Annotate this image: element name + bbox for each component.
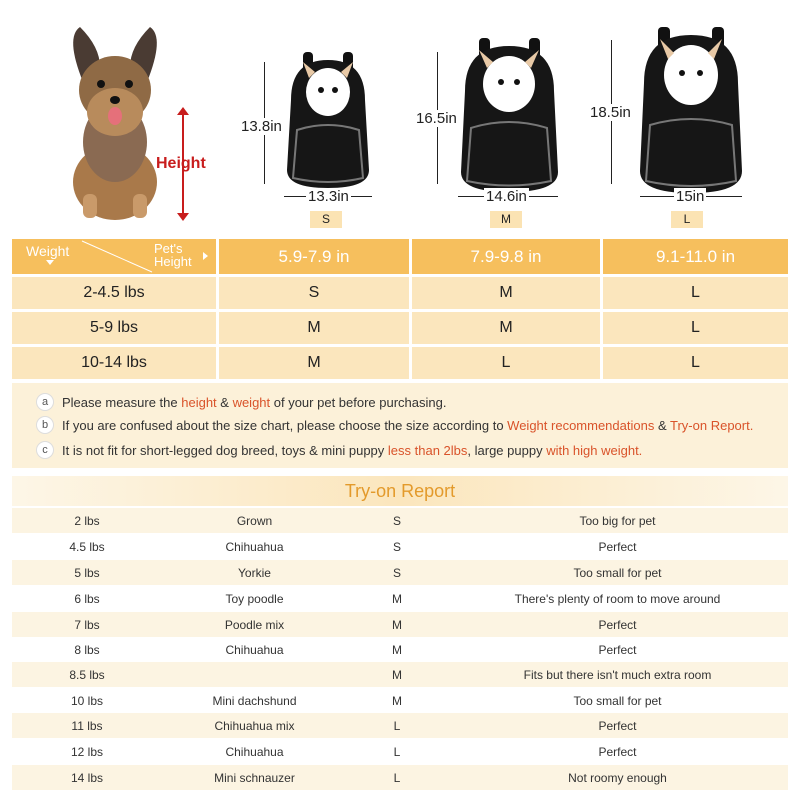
report-size: M xyxy=(392,642,402,657)
size-chart-cell: L xyxy=(603,277,788,309)
report-size: M xyxy=(392,591,402,606)
height-label: Height xyxy=(156,155,206,172)
note-badge: a xyxy=(36,393,54,411)
note-text xyxy=(62,418,753,433)
note-text-part: , large puppy xyxy=(467,442,547,458)
report-title: Try-on Report xyxy=(12,476,788,506)
note-text-part: It is not fit for short-legged dog breed, toys & mini puppy xyxy=(62,442,388,458)
report-weight: 11 lbs xyxy=(71,718,103,733)
report-weight: 14 lbs xyxy=(70,770,104,785)
bag-m-height: 16.5in xyxy=(416,110,457,127)
size-chart-col-2: 7.9-9.8 in xyxy=(412,239,600,274)
table-row xyxy=(12,612,788,637)
backpack-small-image xyxy=(283,50,373,190)
height-marker-arrow-top-icon xyxy=(177,107,189,115)
size-chart-col-3: 9.1-11.0 in xyxy=(603,239,788,274)
report-result: Perfect xyxy=(598,539,637,554)
size-chart-row-weight: 10-14 lbs xyxy=(12,347,216,379)
report-weight: 6 lbs xyxy=(74,591,100,606)
report-size: M xyxy=(392,617,402,632)
note-highlight: Try-on Report. xyxy=(670,417,754,433)
table-row xyxy=(12,508,788,533)
size-chart-cell: M xyxy=(219,347,409,379)
note-badge: c xyxy=(36,441,54,459)
report-result: Perfect xyxy=(598,617,637,632)
report-result: Too big for pet xyxy=(579,513,656,528)
report-result: Fits but there isn't much extra room xyxy=(523,667,712,682)
note-text-part: & xyxy=(654,417,671,433)
report-weight: 2 lbs xyxy=(74,513,100,528)
report-size: L xyxy=(393,718,401,733)
note-text-part: & xyxy=(216,394,233,410)
note-text xyxy=(62,395,446,410)
size-chart-cell: L xyxy=(603,312,788,344)
report-size: M xyxy=(392,667,402,682)
bag-l-width: 15in xyxy=(676,188,705,205)
note-text-part: of your pet before purchasing. xyxy=(270,394,447,410)
table-row xyxy=(12,739,788,764)
report-result: Too small for pet xyxy=(573,565,662,580)
table-row xyxy=(12,637,788,662)
report-breed: Chihuahua xyxy=(225,744,284,759)
backpack-medium-image xyxy=(457,36,562,194)
report-weight: 5 lbs xyxy=(74,565,100,580)
note-highlight: height xyxy=(181,394,217,410)
report-result: There's plenty of room to move around xyxy=(514,591,721,606)
table-row xyxy=(12,560,788,585)
size-chart-cell: S xyxy=(219,277,409,309)
report-breed: Yorkie xyxy=(238,565,271,580)
bag-s-size-tag: S xyxy=(310,211,342,228)
table-row xyxy=(12,688,788,713)
notes-panel xyxy=(12,383,788,468)
table-row xyxy=(12,586,788,611)
report-size: M xyxy=(392,693,402,708)
table-row xyxy=(12,662,788,687)
size-chart-cell: L xyxy=(412,347,600,379)
size-chart-row-weight: 2-4.5 lbs xyxy=(12,277,216,309)
bag-s-height: 13.8in xyxy=(241,118,282,135)
table-row xyxy=(12,765,788,790)
table-row xyxy=(12,534,788,559)
report-size: S xyxy=(392,513,401,528)
size-chart-cell: M xyxy=(412,312,600,344)
report-result: Not roomy enough xyxy=(568,770,667,785)
report-weight: 10 lbs xyxy=(70,693,104,708)
caret-right-icon xyxy=(203,252,208,260)
note-text-part: If you are confused about the size chart, please choose the size according to xyxy=(62,417,508,433)
report-result: Too small for pet xyxy=(573,693,662,708)
report-breed: Chihuahua xyxy=(225,539,284,554)
report-breed xyxy=(162,662,347,687)
height-header-line2: Height xyxy=(154,254,192,269)
size-chart-row-weight: 5-9 lbs xyxy=(12,312,216,344)
note-highlight: less than 2lbs xyxy=(387,442,468,458)
report-breed: Grown xyxy=(236,513,273,528)
report-breed: Mini dachshund xyxy=(212,693,297,708)
weight-header: Weight xyxy=(26,243,70,259)
table-row xyxy=(12,713,788,738)
report-weight: 7 lbs xyxy=(74,617,100,632)
caret-down-icon xyxy=(46,260,54,265)
report-size: S xyxy=(392,539,401,554)
note-text xyxy=(62,443,642,458)
report-result: Perfect xyxy=(598,744,637,759)
note-c xyxy=(36,441,642,459)
bag-l-height: 18.5in xyxy=(590,104,631,121)
report-breed: Toy poodle xyxy=(225,591,284,606)
note-highlight: weight xyxy=(232,394,271,410)
report-size: S xyxy=(392,565,401,580)
report-result: Perfect xyxy=(598,718,637,733)
report-result: Perfect xyxy=(598,642,637,657)
note-highlight: Weight recommendations xyxy=(507,417,655,433)
report-weight: 8 lbs xyxy=(74,642,100,657)
report-size: L xyxy=(393,744,401,759)
bag-m-width: 14.6in xyxy=(486,188,527,205)
note-text-part: Please measure the xyxy=(62,394,182,410)
note-badge: b xyxy=(36,416,54,434)
size-chart-cell: L xyxy=(603,347,788,379)
size-chart-cell: M xyxy=(412,277,600,309)
report-breed: Mini schnauzer xyxy=(214,770,295,785)
report-weight: 4.5 lbs xyxy=(69,539,105,554)
note-highlight: with high weight. xyxy=(546,442,643,458)
height-header-line1: Pet's xyxy=(154,241,183,256)
height-header xyxy=(154,242,192,268)
report-weight: 8.5 lbs xyxy=(69,667,105,682)
report-size: L xyxy=(393,770,401,785)
bag-l-size-tag: L xyxy=(671,211,703,228)
size-chart-col-1: 5.9-7.9 in xyxy=(219,239,409,274)
bag-m-size-tag: M xyxy=(490,211,522,228)
backpack-large-image xyxy=(636,25,746,195)
report-breed: Chihuahua mix xyxy=(214,718,295,733)
report-weight: 12 lbs xyxy=(70,744,104,759)
note-b xyxy=(36,416,753,434)
size-chart-cell: M xyxy=(219,312,409,344)
yorkie-dog-image xyxy=(55,22,175,222)
note-a xyxy=(36,393,446,411)
height-marker-arrow-bottom-icon xyxy=(177,213,189,221)
size-chart-corner xyxy=(12,239,216,274)
report-breed: Poodle mix xyxy=(224,617,285,632)
bag-s-width: 13.3in xyxy=(308,188,349,205)
report-breed: Chihuahua xyxy=(225,642,284,657)
